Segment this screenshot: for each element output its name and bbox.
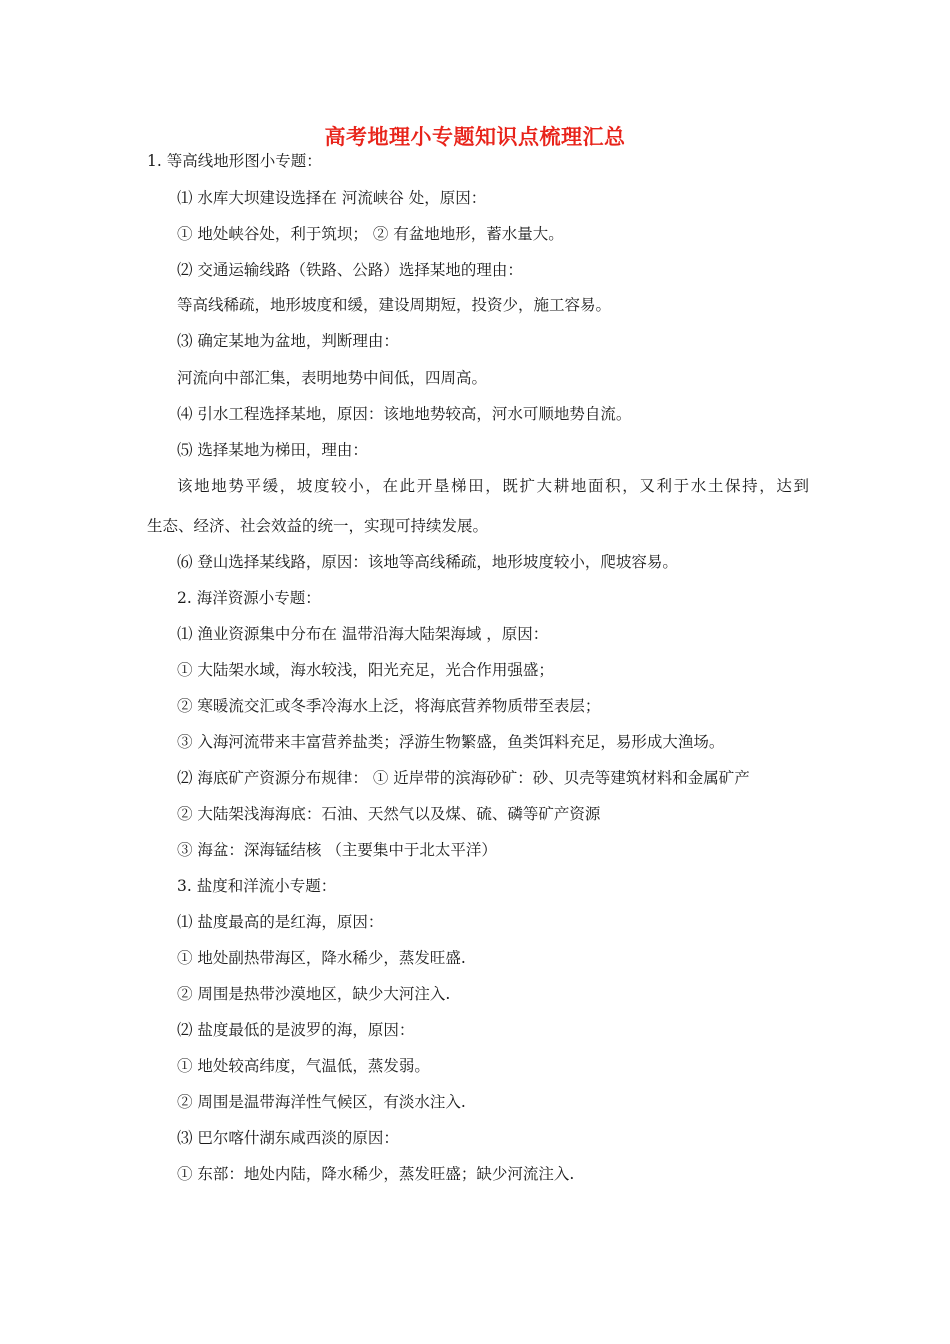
section-heading: 2. 海洋资源小专题： — [177, 589, 321, 607]
paragraph-line: 该地地势平缓，坡度较小，在此开垦梯田，既扩大耕地面积，又利于水土保持，达到 — [177, 477, 809, 495]
paragraph-line: ③ 海盆：深海锰结核 （主要集中于北太平洋） — [177, 841, 497, 859]
paragraph-line: ① 东部：地处内陆，降水稀少，蒸发旺盛；缺少河流注入. — [177, 1165, 575, 1183]
paragraph-line: ⑵ 盐度最低的是波罗的海，原因： — [177, 1021, 415, 1039]
paragraph-line: ⑸ 选择某地为梯田，理由： — [177, 441, 368, 459]
paragraph-line: ③ 入海河流带来丰富营养盐类；浮游生物繁盛，鱼类饵料充足，易形成大渔场。 — [177, 733, 725, 751]
paragraph-line: ⑴ 渔业资源集中分布在 温带沿海大陆架海域 ，原因： — [177, 625, 549, 643]
paragraph-line: ⑴ 盐度最高的是红海，原因： — [177, 913, 384, 931]
paragraph-line: ② 周围是温带海洋性气候区，有淡水注入. — [177, 1093, 466, 1111]
section-heading: 3. 盐度和洋流小专题： — [177, 877, 337, 895]
section-heading: 1. 等高线地形图小专题： — [147, 152, 322, 170]
paragraph-line: ① 大陆架水域，海水较浅，阳光充足，光合作用强盛； — [177, 661, 554, 679]
paragraph-line: ⑵ 海底矿产资源分布规律： ① 近岸带的滨海砂矿：砂、贝壳等建筑材料和金属矿产 — [177, 769, 750, 787]
paragraph-line: 等高线稀疏，地形坡度和缓，建设周期短，投资少，施工容易。 — [177, 296, 612, 314]
paragraph-line: ② 大陆架浅海海底：石油、天然气以及煤、硫、磷等矿产资源 — [177, 805, 601, 823]
paragraph-line: ⑷ 引水工程选择某地，原因：该地地势较高，河水可顺地势自流。 — [177, 405, 632, 423]
paragraph-line: 河流向中部汇集，表明地势中间低，四周高。 — [177, 369, 488, 387]
paragraph-line: ② 寒暖流交汇或冬季冷海水上泛，将海底营养物质带至表层； — [177, 697, 601, 715]
paragraph-line: ⑵ 交通运输线路（铁路、公路）选择某地的理由： — [177, 261, 523, 279]
paragraph-line: 生态、经济、社会效益的统一，实现可持续发展。 — [147, 517, 489, 535]
paragraph-line: ⑴ 水库大坝建设选择在 河流峡谷 处，原因： — [177, 189, 487, 207]
paragraph-line: ⑹ 登山选择某线路，原因：该地等高线稀疏，地形坡度较小，爬坡容易。 — [177, 553, 678, 571]
paragraph-line: ① 地处较高纬度，气温低，蒸发弱。 — [177, 1057, 430, 1075]
document-title: 高考地理小专题知识点梳理汇总 — [324, 124, 626, 149]
paragraph-line: ⑶ 巴尔喀什湖东咸西淡的原因： — [177, 1129, 399, 1147]
paragraph-line: ① 地处峡谷处，利于筑坝； ② 有盆地地形，蓄水量大。 — [177, 225, 564, 243]
paragraph-line: ① 地处副热带海区，降水稀少，蒸发旺盛. — [177, 949, 466, 967]
paragraph-line: ② 周围是热带沙漠地区，缺少大河注入. — [177, 985, 451, 1003]
paragraph-line: ⑶ 确定某地为盆地，判断理由： — [177, 332, 399, 350]
